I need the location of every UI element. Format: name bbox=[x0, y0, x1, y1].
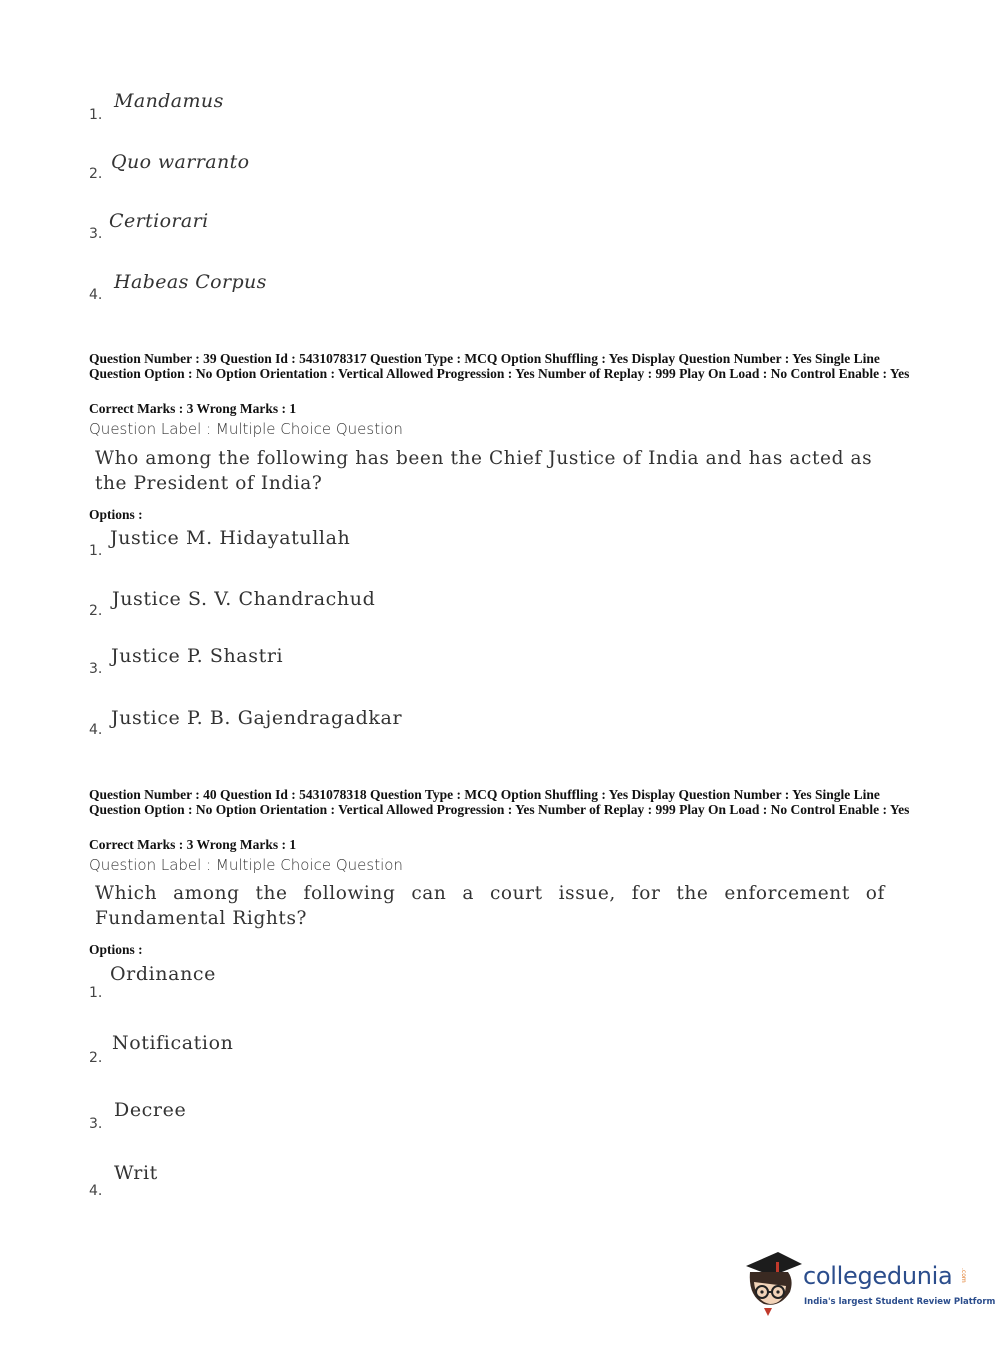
option-text: Writ bbox=[114, 1162, 158, 1184]
option-number: 4. bbox=[89, 722, 103, 738]
mascot-graduate-icon bbox=[740, 1248, 802, 1318]
option-number: 1. bbox=[89, 107, 103, 123]
option-number: 2. bbox=[89, 166, 103, 182]
logo-com-suffix: .com bbox=[960, 1268, 967, 1283]
collegedunia-logo[interactable] bbox=[740, 1248, 996, 1318]
question-label: Question Label : Multiple Choice Question bbox=[89, 856, 403, 874]
option-number: 4. bbox=[89, 1183, 103, 1199]
option-number: 1. bbox=[89, 985, 103, 1001]
option-text: Habeas Corpus bbox=[114, 271, 267, 293]
option-number: 4. bbox=[89, 287, 103, 303]
option-text: Notification bbox=[112, 1032, 234, 1054]
option-number: 1. bbox=[89, 543, 103, 559]
option-number: 3. bbox=[89, 226, 103, 242]
option-number: 2. bbox=[89, 1050, 103, 1066]
option-text: Justice P. Shastri bbox=[111, 645, 284, 667]
question-label: Question Label : Multiple Choice Question bbox=[89, 420, 403, 438]
question-text: Which among the following can a court issue, for the enforcement of Fundamental Rights? bbox=[95, 883, 885, 929]
option-text: Justice P. B. Gajendragadkar bbox=[111, 707, 403, 729]
question-marks: Correct Marks : 3 Wrong Marks : 1 bbox=[89, 837, 297, 852]
option-text: Ordinance bbox=[110, 963, 216, 985]
option-text: Mandamus bbox=[114, 90, 224, 112]
question-meta: Question Number : 39 Question Id : 5431078317 Question Type : MCQ Option Shuffling : Yes Display Question Number : Yes Single Line Question Option : No Option Orientation : Vertical Allowed Progression : Yes Number of Replay : 999 Play On Load : No Control Enable : Yes bbox=[89, 351, 910, 381]
option-number: 3. bbox=[89, 661, 103, 677]
question-marks: Correct Marks : 3 Wrong Marks : 1 bbox=[89, 401, 297, 416]
logo-wordmark: collegedunia bbox=[803, 1262, 953, 1290]
option-text: Justice M. Hidayatullah bbox=[110, 527, 351, 549]
question-text: Who among the following has been the Chief Justice of India and has acted as the President of India? bbox=[95, 448, 873, 494]
option-text: Certiorari bbox=[109, 210, 209, 232]
option-text: Decree bbox=[114, 1099, 187, 1121]
question-meta: Question Number : 40 Question Id : 5431078318 Question Type : MCQ Option Shuffling : Yes Display Question Number : Yes Single Line Question Option : No Option Orientation : Vertical Allowed Progression : Yes Number of Replay : 999 Play On Load : No Control Enable : Yes bbox=[89, 787, 910, 817]
options-label: Options : bbox=[89, 942, 143, 957]
option-text: Justice S. V. Chandrachud bbox=[112, 588, 376, 610]
options-label: Options : bbox=[89, 507, 143, 522]
logo-tagline: India's largest Student Review Platform bbox=[804, 1297, 996, 1307]
option-number: 2. bbox=[89, 603, 103, 619]
option-number: 3. bbox=[89, 1116, 103, 1132]
option-text: Quo warranto bbox=[111, 151, 250, 173]
